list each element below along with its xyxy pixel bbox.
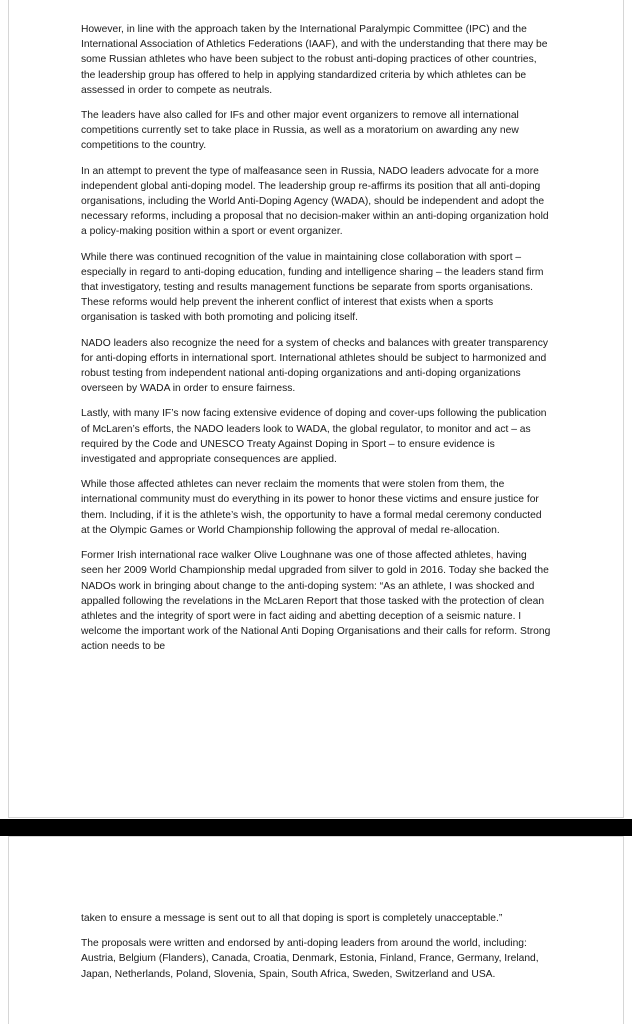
- quote-text-rest: having seen her 2009 World Championship medal upgraded from silver to gold in 2016. Today she backed the NADOs work in bringing about change to the anti-doping system: “As an athlete, I was shocked and appalled following the revelations in the McLaren Report that those tasked with the protection of clean athletes and the integrity of sport were in fact aiding and abetting deception of a seismic nature. I welcome the important work of the National Anti Doping Organisations and their calls for reform. Strong action needs to be: [81, 550, 551, 653]
- document-page-2: [8, 836, 624, 1024]
- paragraph-quote-end: taken to ensure a message is sent out to all that doping is sport is completely unacceptable.”: [81, 913, 503, 924]
- paragraph-neutral-athletes: However, in line with the approach taken by the International Paralympic Committee (IPC) and the International Association of Athletics Federations (IAAF), and with the understanding that there may be some Russian athletes who have been subject to the robust anti-doping practices of other countries, the leadership group has offered to help in applying standardized criteria by which athletes can be assessed in order to compete as neutrals.: [81, 24, 548, 96]
- quote-text-start: Former Irish international race walker Olive Loughnane was one of those affected athletes: [81, 550, 491, 562]
- paragraph-competitions-moratorium: The leaders have also called for IFs and other major event organizers to remove all international competitions currently set to take place in Russia, as well as a moratorium on awarding any new competitions to the country.: [81, 110, 519, 152]
- paragraph-independent-model: In an attempt to prevent the type of malfeasance seen in Russia, NADO leaders advocate for a more independent global anti-doping model. The leadership group re-affirms its position that all anti-doping organisations, including the World Anti-Doping Agency (WADA), should be independent and adopt the necessary reforms, including a proposal that no decision-maker within an anti-doping organization hold a policy-making position within a sport or event organizer.: [81, 165, 549, 238]
- paragraph-separation-functions: While there was continued recognition of the value in maintaining close collaboration with sport – especially in regard to anti-doping education, funding and intelligence sharing – the leaders stand firm that investigatory, testing and results management functions be separate from sports organisations. These reforms would help prevent the inherent conflict of interest that exists when a sports organisation is tasked with both promoting and policing itself.: [81, 251, 544, 324]
- paragraph-affected-athletes: While those affected athletes can never reclaim the moments that were stolen from them, the international community must do everything in its power to honor these victims and ensure justice for them. Including, if it is the athlete’s wish, the opportunity to have a formal medal ceremony conducted at the Olympic Games or World Championship following the approval of medal re-allocation.: [81, 479, 542, 536]
- page-separator: [0, 819, 632, 836]
- document-page-1: [8, 0, 624, 818]
- paragraph-checks-balances: NADO leaders also recognize the need for a system of checks and balances with greater transparency for anti-doping efforts in international sport. International athletes should be subject to harmonized and robust testing from independent national anti-doping organizations and anti-doping organizations overseen by WADA in order to ensure fairness.: [81, 337, 549, 395]
- highlighted-comma: ,: [490, 550, 494, 562]
- paragraph-olive-loughnane: [81, 548, 551, 654]
- paragraph-wada-monitor: Lastly, with many IF’s now facing extensive evidence of doping and cover-ups following the publication of McLaren’s efforts, the NADO leaders look to WADA, the global regulator, to monitor and act – as required by the Code and UNESCO Treaty Against Doping in Sport – to ensure evidence is investigated and appropriate consequences are applied.: [81, 408, 547, 466]
- paragraph-endorsing-countries: The proposals were written and endorsed by anti-doping leaders from around the world, including: Austria, Belgium (Flanders), Canada, Croatia, Denmark, Estonia, Finland, France, Germany, Ireland, Japan, Netherlands, Poland, Slovenia, Spain, South Africa, Sweden, Switzerland and USA.: [81, 938, 539, 980]
